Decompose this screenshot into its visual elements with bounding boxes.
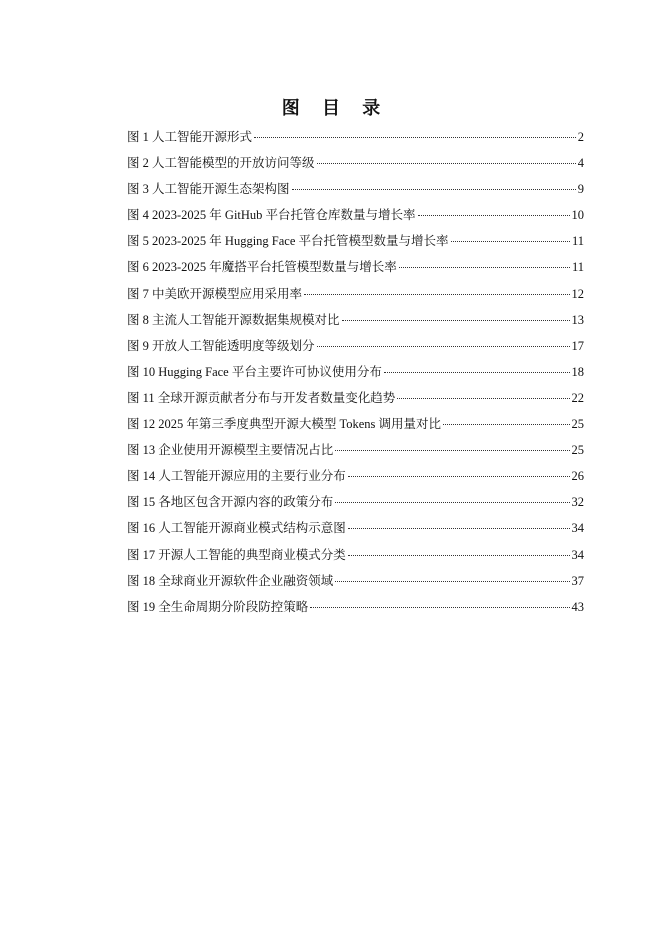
dot-leader xyxy=(335,450,569,451)
toc-entry[interactable] xyxy=(127,127,584,153)
toc-entry[interactable] xyxy=(127,153,584,179)
toc-entry-label: 图 14 人工智能开源应用的主要行业分布 xyxy=(127,469,346,484)
toc-entry-label: 图 1 人工智能开源形式 xyxy=(127,130,253,144)
toc-entry[interactable] xyxy=(127,440,584,466)
toc-entry-label: 图 8 主流人工智能开源数据集规模对比 xyxy=(127,312,340,327)
dot-leader xyxy=(399,267,570,268)
toc-entry-page-number: 43 xyxy=(571,599,584,614)
dot-leader xyxy=(310,607,569,608)
toc-entry-page-number: 26 xyxy=(571,469,584,484)
dot-leader xyxy=(335,502,569,503)
toc-entry[interactable] xyxy=(127,571,584,597)
dot-leader xyxy=(254,137,576,138)
toc-entry-label: 图 4 2023-2025 年 GitHub 平台托管仓库数量与增长率 xyxy=(127,208,416,223)
dot-leader xyxy=(397,398,569,399)
toc-entry[interactable] xyxy=(127,284,584,310)
dot-leader xyxy=(335,581,569,582)
toc-entry-label: 图 10 Hugging Face 平台主要许可协议使用分布 xyxy=(127,364,382,379)
toc-entry-page-number: 2 xyxy=(577,130,584,144)
dot-leader xyxy=(304,294,569,295)
toc-entry[interactable] xyxy=(127,492,584,518)
toc-entry-page-number: 12 xyxy=(571,286,584,301)
toc-entry-page-number: 34 xyxy=(571,521,584,536)
toc-entry-label: 图 11 全球开源贡献者分布与开发者数量变化趋势 xyxy=(127,390,396,405)
dot-leader xyxy=(317,163,576,164)
toc-entry-page-number: 11 xyxy=(571,234,584,249)
toc-entry-page-number: 10 xyxy=(571,208,584,223)
toc-entry-label: 图 2 人工智能模型的开放访问等级 xyxy=(127,156,315,171)
toc-entry-label: 图 18 全球商业开源软件企业融资领域 xyxy=(127,573,334,588)
toc-entry[interactable] xyxy=(127,545,584,571)
toc-entry[interactable] xyxy=(127,414,584,440)
dot-leader xyxy=(348,555,570,556)
toc-entry[interactable] xyxy=(127,179,584,205)
toc-entry[interactable] xyxy=(127,597,584,623)
toc-entry-label: 图 16 人工智能开源商业模式结构示意图 xyxy=(127,521,346,536)
dot-leader xyxy=(317,346,570,347)
toc-entry-page-number: 25 xyxy=(571,417,584,432)
figure-list xyxy=(127,127,584,623)
toc-entry-page-number: 13 xyxy=(571,312,584,327)
dot-leader xyxy=(384,372,570,373)
toc-entry[interactable] xyxy=(127,362,584,388)
toc-entry-label: 图 17 开源人工智能的典型商业模式分类 xyxy=(127,547,346,562)
dot-leader xyxy=(292,189,576,190)
page-title: 图 目 录 xyxy=(281,98,389,119)
toc-entry-label: 图 3 人工智能开源生态架构图 xyxy=(127,182,290,197)
toc-entry-label: 图 7 中美欧开源模型应用采用率 xyxy=(127,286,303,301)
toc-entry[interactable] xyxy=(127,466,584,492)
dot-leader xyxy=(348,528,570,529)
dot-leader xyxy=(342,320,570,321)
toc-entry-page-number: 32 xyxy=(571,495,584,510)
toc-entry-page-number: 4 xyxy=(577,156,584,171)
toc-entry-page-number: 17 xyxy=(571,338,584,353)
toc-entry-page-number: 37 xyxy=(571,573,584,588)
toc-entry[interactable] xyxy=(127,336,584,362)
toc-entry-label: 图 9 开放人工智能透明度等级划分 xyxy=(127,338,315,353)
dot-leader xyxy=(443,424,569,425)
toc-entry-page-number: 9 xyxy=(577,182,584,197)
toc-entry-page-number: 11 xyxy=(571,260,584,275)
toc-entry-label: 图 5 2023-2025 年 Hugging Face 平台托管模型数量与增长率 xyxy=(127,234,449,249)
dot-leader xyxy=(418,215,570,216)
toc-entry[interactable] xyxy=(127,310,584,336)
toc-entry[interactable] xyxy=(127,257,584,283)
toc-entry-label: 图 12 2025 年第三季度典型开源大模型 Tokens 调用量对比 xyxy=(127,417,442,432)
toc-entry-label: 图 13 企业使用开源模型主要情况占比 xyxy=(127,443,334,458)
toc-entry[interactable] xyxy=(127,388,584,414)
toc-entry-page-number: 34 xyxy=(571,547,584,562)
toc-entry-page-number: 18 xyxy=(571,364,584,379)
toc-entry[interactable] xyxy=(127,518,584,544)
toc-entry-label: 图 6 2023-2025 年魔搭平台托管模型数量与增长率 xyxy=(127,260,397,275)
toc-entry[interactable] xyxy=(127,231,584,257)
toc-entry[interactable] xyxy=(127,205,584,231)
dot-leader xyxy=(348,476,570,477)
toc-entry-page-number: 25 xyxy=(571,443,584,458)
toc-entry-page-number: 22 xyxy=(571,390,584,405)
toc-entry-label: 图 19 全生命周期分阶段防控策略 xyxy=(127,599,309,614)
dot-leader xyxy=(451,241,570,242)
toc-entry-label: 图 15 各地区包含开源内容的政策分布 xyxy=(127,495,334,510)
